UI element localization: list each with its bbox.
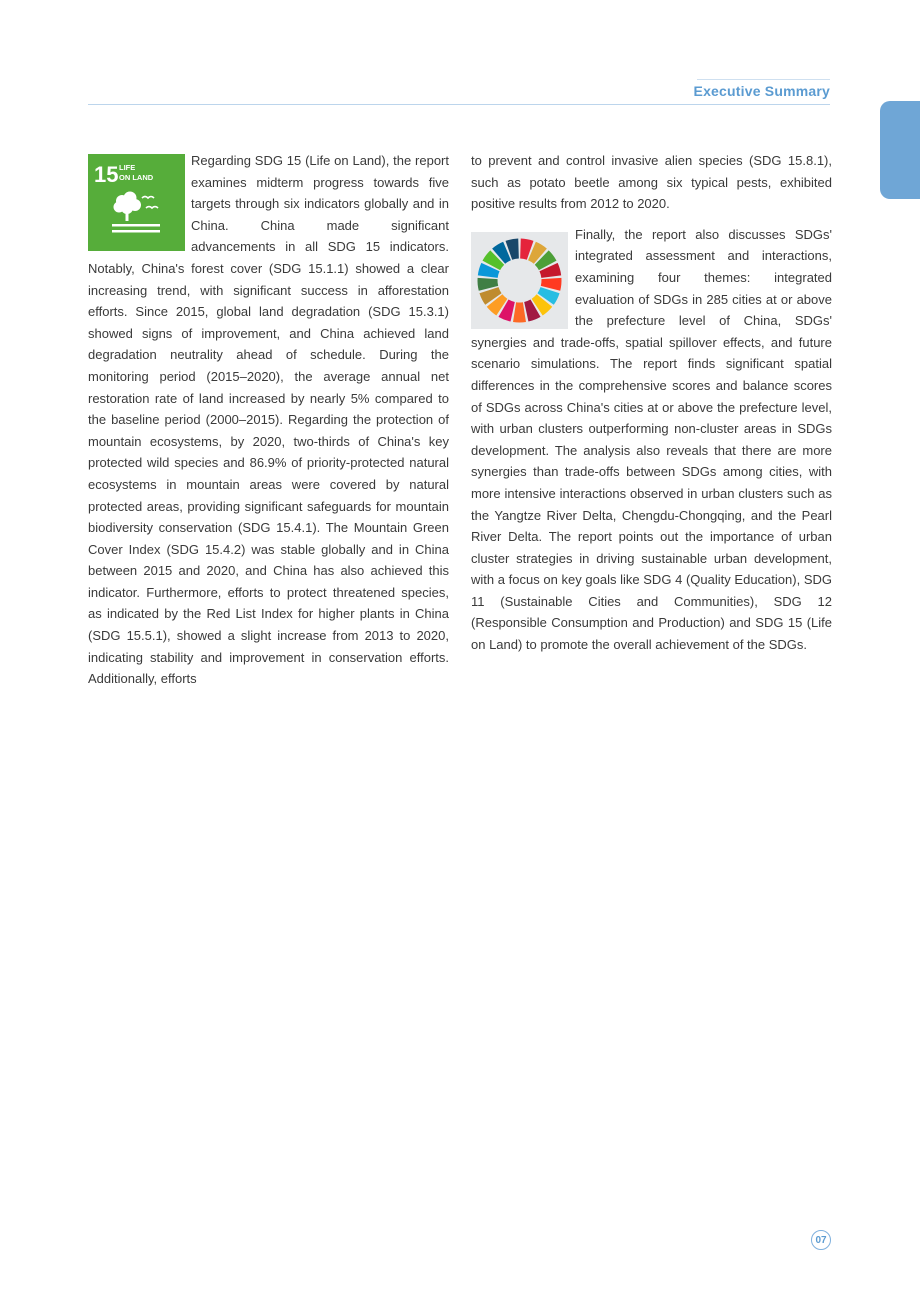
left-column	[88, 150, 449, 690]
sdg-wheel-segment	[513, 302, 526, 322]
right-paragraph-2: Finally, the report also discusses SDGs' integrated assessment and interactions, examining four themes: integrated evaluation of SDGs in 285 cities at or above the prefecture level of China, SDGs' synergies and trade-offs, spatial spillover effects, and future scenario simulations. The report finds significant spatial differences in the comprehensive scores and balance scores of SDGs across China's cities at or above the prefecture level, with urban clusters outperforming non-cluster areas in SDGs development. The analysis also reveals that there are more synergies than trade-offs between SDGs among cities, with more intensive interactions observed in urban clusters such as the Yangtze River Delta, Chengdu-Chongqing, and the Pearl River Delta. The report points out the importance of urban cluster strategies in driving sustainable urban development, with a focus on key goals like SDG 4 (Quality Education), SDG 11 (Sustainable Cities and Communities), SDG 12 (Responsible Consumption and Production) and SDG 15 (Life on Land) to promote the overall achievement of the SDGs.	[471, 226, 832, 653]
page-number: 07	[811, 1230, 831, 1250]
side-tab-marker	[880, 101, 920, 199]
sdg-color-wheel-icon	[471, 232, 568, 329]
sdg15-life-on-land-icon	[88, 154, 185, 251]
sdg15-number: 15	[94, 162, 119, 187]
section-title: Executive Summary	[693, 83, 830, 99]
header-divider	[88, 104, 830, 105]
header-top-rule	[697, 79, 830, 80]
left-column-text: Regarding SDG 15 (Life on Land), the report examines midterm progress towards five targets through six indicators globally and in China. China made significant advancements in all SDG 15 indicators. Notably, China's forest cover (SDG 15.1.1) showed a clear increasing trend, with significant success in afforestation efforts. Since 2015, global land degradation (SDG 15.3.1) showed signs of improvement, and China achieved land degradation neutrality ahead of schedule. During the monitoring period (2015–2020), the average annual net restoration rate of land increased by nearly 5% compared to the baseline period (2000–2015). Regarding the protection of mountain ecosystems, by 2020, two-thirds of China's key protected wild species and 86.9% of priority-protected natural ecosystems in mountain areas were covered by natural protected areas, providing significant safeguards for mountain biodiversity conservation (SDG 15.4.1). The Mountain Green Cover Index (SDG 15.4.2) was stable globally and in China between 2015 and 2020, and China has also achieved this indicator. Furthermore, efforts to protect threatened species, as indicated by the Red List Index for higher plants in China (SDG 15.5.1), showed a slight increase from 2013 to 2020, indicating stability and improvement in conservation efforts. Additionally, efforts	[88, 153, 449, 687]
right-paragraph-2-block	[471, 224, 832, 656]
right-paragraph-1: to prevent and control invasive alien species (SDG 15.8.1), such as potato beetle among six typical pests, exhibited positive results from 2012 to 2020.	[471, 153, 832, 212]
sdg15-label-line1: LIFE	[119, 163, 136, 172]
right-column	[471, 150, 832, 656]
sdg15-label-line2: ON LAND	[119, 173, 154, 182]
